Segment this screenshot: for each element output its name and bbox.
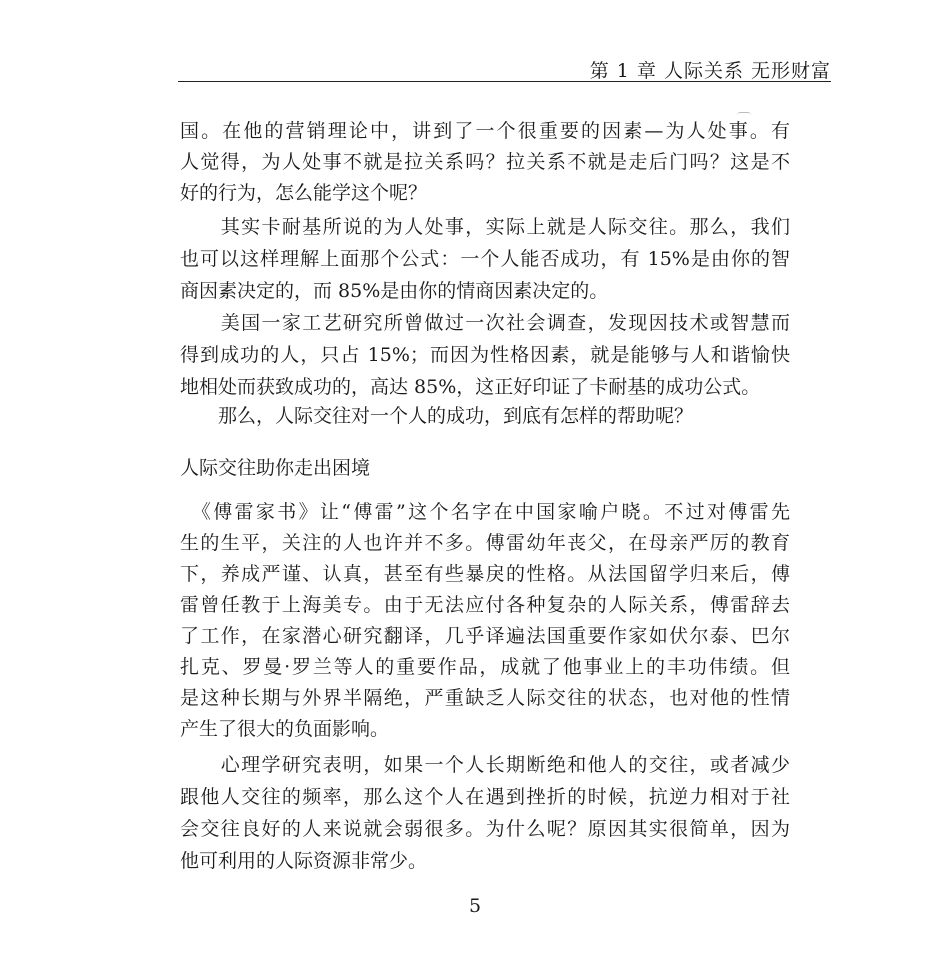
text-line: 雷曾任教于上海美专。由于无法应付各种复杂的人际关系，傅雷辞去	[180, 594, 790, 616]
text-line: 他可利用的人际资源非常少。	[180, 850, 428, 872]
text-line: 生的生平，关注的人也许并不多。傅雷幼年丧父，在母亲严厉的教育	[180, 532, 790, 554]
text-line: 得到成功的人，只占 15%；而因为性格因素，就是能够与人和谐愉快	[180, 344, 790, 366]
chapter-title: 第 1 章 人际关系 无形财富	[589, 60, 831, 82]
text-line: 跟他人交往的频率，那么这个人在遇到挫折的时候，抗逆力相对于社	[180, 786, 790, 808]
text-line: 是这种长期与外界半隔绝，严重缺乏人际交往的状态，也对他的性情	[180, 687, 790, 709]
text-line: 其实卡耐基所说的为人处事，实际上就是人际交往。那么，我们	[180, 216, 790, 238]
running-header	[178, 52, 831, 82]
text-line: 下，养成严谨、认真，甚至有些暴戾的性格。从法国留学归来后，傅	[180, 563, 790, 585]
text-line: 扎克、罗曼·罗兰等人的重要作品，成就了他事业上的丰功伟绩。但	[180, 656, 790, 678]
text-line: 会交往良好的人来说就会弱很多。为什么呢？原因其实很简单，因为	[180, 818, 790, 840]
text-line: 商因素决定的，而 85%是由你的情商因素决定的。	[180, 280, 609, 302]
text-line: 也可以这样理解上面那个公式：一个人能否成功，有 15%是由你的智	[180, 248, 790, 270]
text-line: 美国一家工艺研究所曾做过一次社会调查，发现因技术或智慧而	[180, 312, 790, 334]
text-line: 地相处而获致成功的，高达 85%，这正好印证了卡耐基的成功公式。	[180, 376, 761, 398]
text-line: 那么，人际交往对一个人的成功，到底有怎样的帮助呢？	[180, 405, 694, 427]
text-line: 好的行为，怎么能学这个呢？	[180, 182, 428, 204]
text-line: 国。在他的营销理论中，讲到了一个很重要的因素—为人处事。有	[180, 120, 790, 142]
section-heading: 人际交往助你走出困境	[180, 457, 371, 479]
header-rule	[178, 81, 831, 82]
text-line: 产生了很大的负面影响。	[180, 718, 390, 740]
text-line: 《傅雷家书》让“傅雷”这个名字在中国家喻户晓。不过对傅雷先	[180, 501, 790, 523]
text-line: 心理学研究表明，如果一个人长期断绝和他人的交往，或者减少	[180, 754, 790, 776]
text-line: 人觉得，为人处事不就是拉关系吗？拉关系不就是走后门吗？这是不	[180, 151, 790, 173]
text-line: 了工作，在家潜心研究翻译，几乎译遍法国重要作家如伏尔泰、巴尔	[180, 625, 790, 647]
page-number: 5	[468, 895, 482, 917]
